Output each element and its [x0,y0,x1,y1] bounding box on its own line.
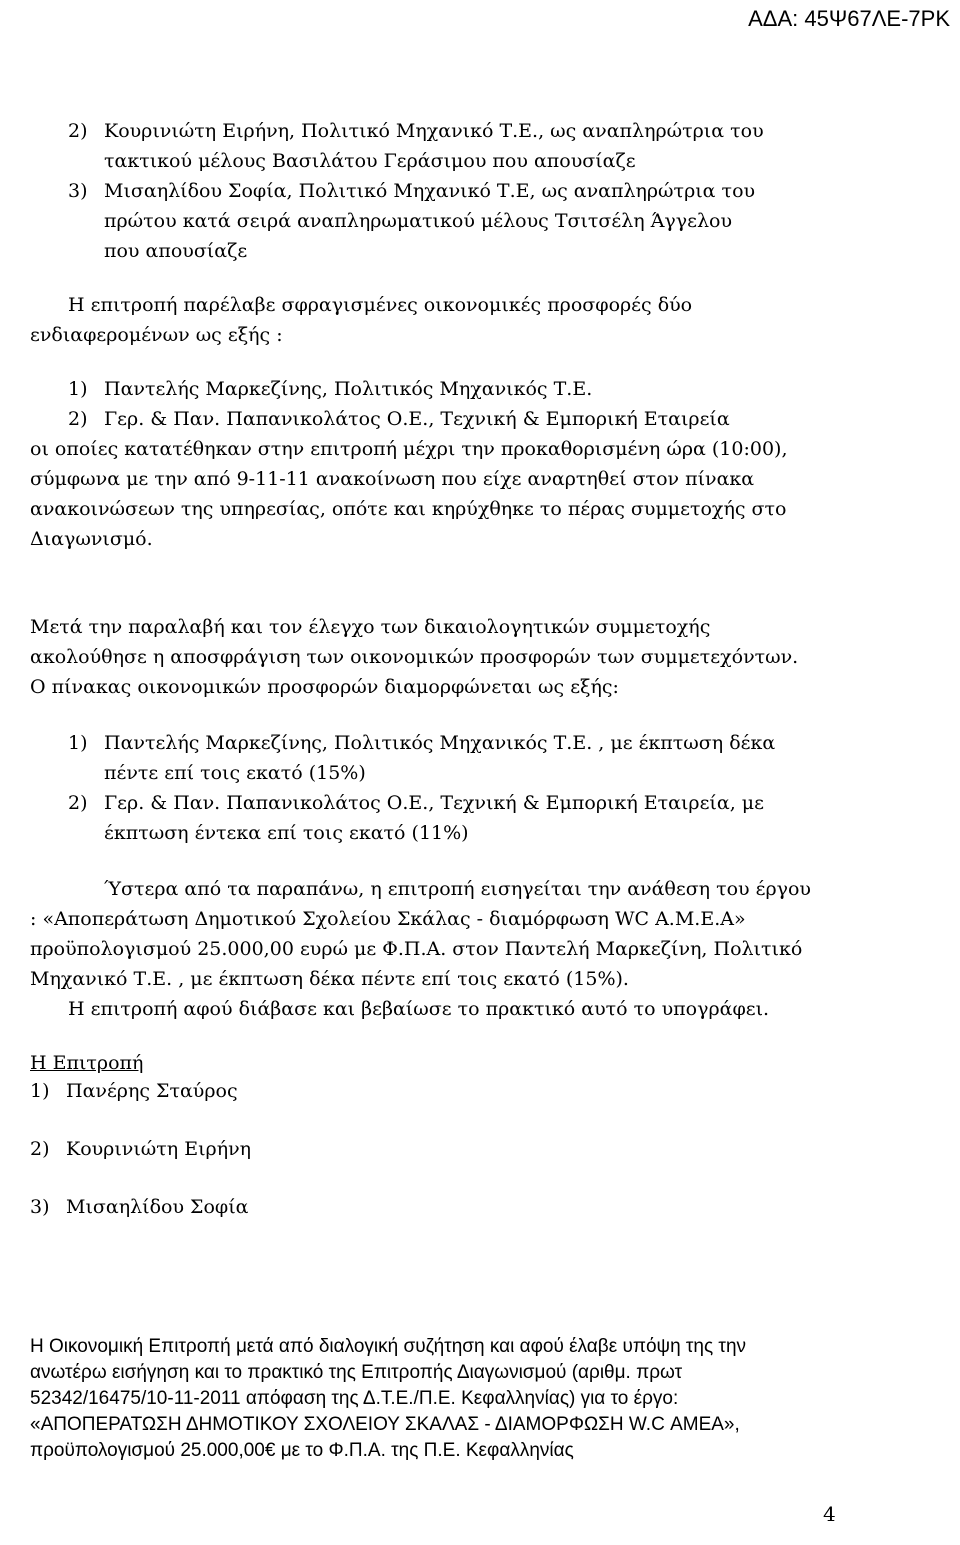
committee-title: Η Επιτροπή [30,1052,144,1074]
committee-member-3 [30,1194,249,1220]
substitute-text-cont: πρώτου κατά σειρά αναπληρωματικού μέλους Τσιτσέλη Άγγελου [104,210,733,232]
offer-item-1 [68,730,775,756]
decision-paragraph: Η Οικονομική Επιτροπή μετά από διαλογική συζήτηση και αφού έλαβε υπόψη της την [30,1336,747,1357]
recommendation-project: : «Αποπεράτωση Δημοτικού Σχολείου Σκάλας - διαμόρφωση WC Α.Μ.Ε.Α» [30,908,746,930]
offer-text-cont: πέντε επί τοις εκατό (15%) [104,762,366,784]
substitute-item-2 [68,118,764,144]
recommendation-paragraph-cont: προϋπολογισμού 25.000,00 ευρώ με Φ.Π.Α. στον Παντελή Μαρκεζίνη, Πολιτικό [30,938,803,960]
offer-text-cont: έκπτωση έντεκα επί τοις εκατό (11%) [104,822,469,844]
substitute-text-cont: που απουσίαζε [104,240,248,262]
offers-table-intro: Ο πίνακας οικονομικών προσφορών διαμορφώνεται ως εξής: [30,676,619,698]
member-name: Μισαηλίδου Σοφία [66,1196,249,1218]
list-number: 2) [68,792,88,814]
substitute-item-3 [68,178,755,204]
ada-code: ΑΔΑ: 45Ψ67ΛΕ-7ΡΚ [748,6,950,31]
received-paragraph-cont: ενδιαφερομένων ως εξής : [30,324,283,346]
bidder-name: Παντελής Μαρκεζίνης, Πολιτικός Μηχανικός Τ.Ε. [104,378,593,400]
bidder-item-1 [68,376,592,402]
member-name: Κουρινιώτη Ειρήνη [66,1138,252,1160]
decision-paragraph-cont: 52342/16475/10-11-2011 απόφαση της Δ.Τ.Ε./Π.Ε. Κεφαλληνίας) για το έργο: [30,1388,679,1409]
member-name: Πανέρης Σταύρος [66,1080,238,1102]
list-number: 2) [68,408,88,430]
committee-member-1 [30,1078,238,1104]
substitute-text-cont: τακτικού μέλους Βασιλάτου Γεράσιμου που απουσίαζε [104,150,636,172]
opening-paragraph: Μετά την παραλαβή και τον έλεγχο των δικαιολογητικών συμμετοχής [30,616,711,638]
bidder-item-2 [68,406,730,432]
offer-text: Παντελής Μαρκεζίνης, Πολιτικός Μηχανικός Τ.Ε. , με έκπτωση δέκα [104,732,776,754]
substitute-text: Μισαηλίδου Σοφία, Πολιτικό Μηχανικό Τ.Ε, ως αναπληρώτρια του [104,180,756,202]
offer-text: Γερ. & Παν. Παπανικολάτος Ο.Ε., Τεχνική & Εμπορική Εταιρεία, με [104,792,764,814]
page-number: 4 [823,1502,836,1526]
deposit-paragraph-cont: Διαγωνισμό. [30,528,153,550]
committee-member-2 [30,1136,251,1162]
deposit-paragraph-cont: ανακοινώσεων της υπηρεσίας, οπότε και κηρύχθηκε το πέρας συμμετοχής στο [30,498,787,520]
recommendation-paragraph: Ύστερα από τα παραπάνω, η επιτροπή εισηγείται την ανάθεση του έργου [104,878,811,900]
list-number: 1) [30,1080,50,1102]
list-number: 3) [68,180,88,202]
bidder-name: Γερ. & Παν. Παπανικολάτος Ο.Ε., Τεχνική & Εμπορική Εταιρεία [104,408,730,430]
decision-paragraph-cont: προϋπολογισμού 25.000,00€ με το Φ.Π.Α. της Π.Ε. Κεφαλληνίας [30,1440,574,1461]
signature-statement: Η επιτροπή αφού διάβασε και βεβαίωσε το πρακτικό αυτό το υπογράφει. [68,998,770,1020]
list-number: 2) [30,1138,50,1160]
recommendation-paragraph-cont: Μηχανικό Τ.Ε. , με έκπτωση δέκα πέντε επί τοις εκατό (15%). [30,968,629,990]
received-paragraph: Η επιτροπή παρέλαβε σφραγισμένες οικονομικές προσφορές δύο [68,294,693,316]
substitute-text: Κουρινιώτη Ειρήνη, Πολιτικό Μηχανικό Τ.Ε., ως αναπληρώτρια του [104,120,764,142]
opening-paragraph-cont: ακολούθησε η αποσφράγιση των οικονομικών προσφορών των συμμετεχόντων. [30,646,799,668]
decision-project-title: «ΑΠΟΠΕΡΑΤΩΣΗ ΔΗΜΟΤΙΚΟΥ ΣΧΟΛΕΙΟΥ ΣΚΑΛΑΣ - ΔΙΑΜΟΡΦΩΣΗ W.C ΑΜΕΑ», [30,1414,740,1435]
list-number: 1) [68,378,88,400]
deposit-paragraph-cont: σύμφωνα με την από 9-11-11 ανακοίνωση που είχε αναρτηθεί στον πίνακα [30,468,755,490]
list-number: 2) [68,120,88,142]
deposit-paragraph: οι οποίες κατατέθηκαν στην επιτροπή μέχρι την προκαθορισμένη ώρα (10:00), [30,438,788,460]
decision-paragraph-cont: ανωτέρω εισήγηση και το πρακτικό της Επιτροπής Διαγωνισμού (αριθμ. πρωτ [30,1362,683,1383]
offer-item-2 [68,790,764,816]
list-number: 3) [30,1196,50,1218]
list-number: 1) [68,732,88,754]
